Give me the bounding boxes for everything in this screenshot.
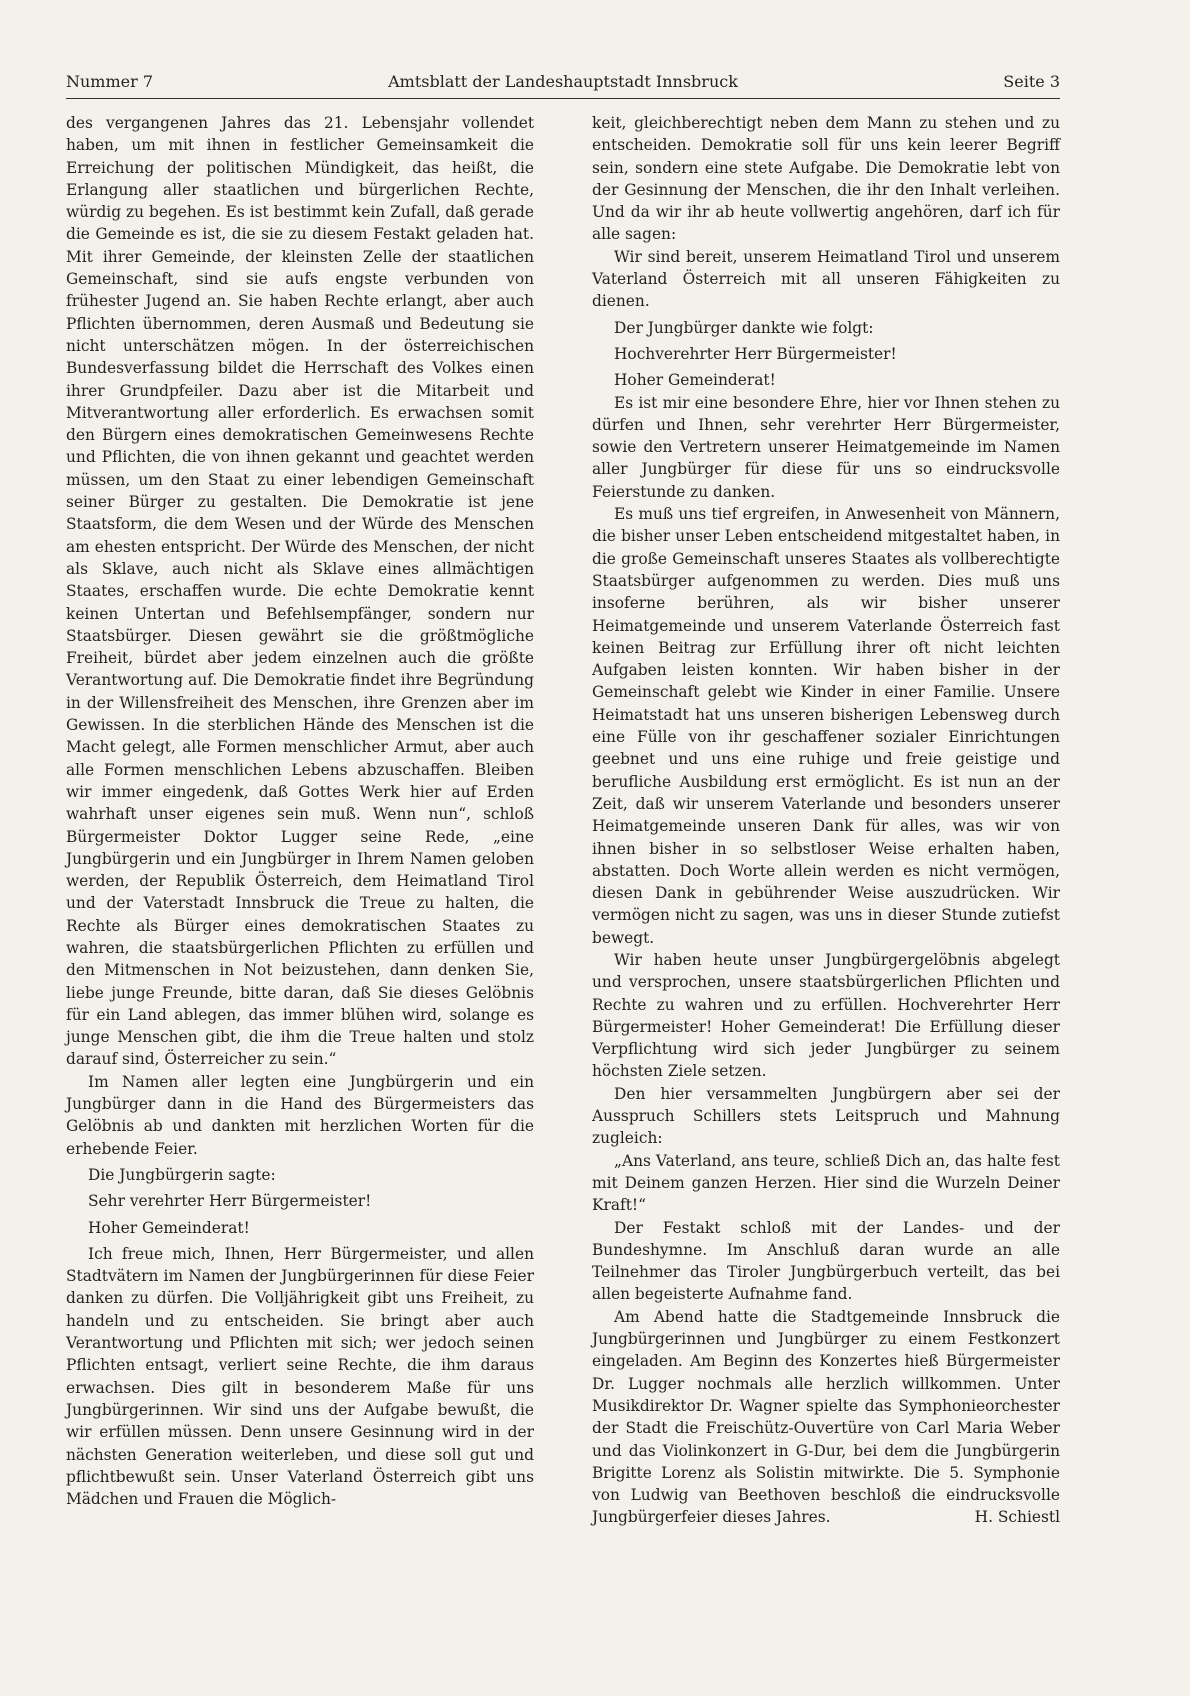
speaker-intro: Die Jungbürgerin sagte: (88, 1165, 276, 1184)
paragraph-text: Am Abend hatte die Stadtgemeinde Innsbruck die Jungbürgerinnen und Jungbürger zu einem Festkonzert eingeladen. Am Beginn des Konzertes hieß Bürgermeister Dr. Lugger nochmals alle herzlich willkommen. Unter Musikdirektor Dr. Wagner spielte das Symphonieorchester der Stadt die Freischütz-Ouvertüre von Carl Maria Weber und das Violinkonzert in G-Dur, bei dem die Jungbürgerin Brigitte Lorenz als Solistin mitwirkte. Die 5. Symphonie von Ludwig van Beethoven beschloß die eindrucksvolle Jungbürgerfeier dieses Jahres. (592, 1307, 1060, 1527)
paragraph: Wir haben heute unser Jungbürgergelöbnis abgelegt und versprochen, unsere staatsbürgerlichen Pflichten und Rechte zu wahren und zu erfüllen. Hochverehrter Herr Bürgermeister! Hoher Gemeinderat! Die Erfüllung dieser Verpflichtung wird sich jeder Jungbürger zu seinem höchsten Ziele setzen. (592, 950, 1060, 1081)
left-column (66, 112, 534, 1510)
author-signature: H. Schiestl (974, 1508, 1060, 1527)
salutation: Hoher Gemeinderat! (88, 1218, 250, 1237)
paragraph: Der Festakt schloß mit der Landes- und der Bundeshymne. Im Anschluß daran wurde an alle Teilnehmer das Tiroler Jungbürgerbuch verteilt, das bei allen begeisterte Aufnahme fand. (592, 1218, 1060, 1304)
quotation: „Ans Vaterland, ans teure, schließ Dich an, das halte fest mit Deinem ganzen Herzen. Hier sind die Wurzeln Deiner Kraft!“ (592, 1151, 1060, 1215)
header-divider (66, 98, 1060, 99)
page-number: Seite 3 (1003, 72, 1060, 91)
paragraph: des vergangenen Jahres das 21. Lebensjahr vollendet haben, um mit ihnen in festlicher Gemeinsamkeit die Erreichung der politischen Mündigkeit, das heißt, die Erlangung aller staatlichen und bürgerlichen Rechte, würdig zu begehen. Es ist bestimmt kein Zufall, daß gerade die Gemeinde es ist, die sie zu diesem Festakt geladen hat. Mit ihrer Gemeinde, der kleinsten Zelle der staatlichen Gemeinschaft, sind sie aufs engste verbunden von frühester Jugend an. Sie haben Rechte erlangt, aber auch Pflichten übernommen, deren Ausmaß und Bedeutung sie nicht unterschätzen mögen. In der österreichischen Bundesverfassung bildet die Herrschaft des Volkes einen ihrer Grundpfeiler. Dazu aber ist die Mitarbeit und Mitverantwortung aller erforderlich. Es erwachsen somit den Bürgern eines demokratischen Gemeinwesens Rechte und Pflichten, die von ihnen gekannt und geachtet werden müssen, um den Staat zu einer lebendigen Gemeinschaft seiner Bürger zu gestalten. Die Demokratie ist jene Staatsform, die dem Wesen und der Würde des Menschen am ehesten entspricht. Der Würde des Menschen, der nicht als Sklave, auch nicht als Sklave eines allmächtigen Staates, erschaffen wurde. Die echte Demokratie kennt keinen Untertan und Befehlsempfänger, sondern nur Staatsbürger. Diesen gewährt sie die größtmögliche Freiheit, bürdet aber jedem einzelnen auch die größte Verantwortung auf. Die Demokratie findet ihre Begründung in der Willensfreiheit des Menschen, ihre Grenzen aber im Gewissen. In die sterblichen Hände des Menschen ist die Macht gelegt, alle Formen menschlicher Armut, aber auch alle Formen menschlichen Lebens abzuschaffen. Bleiben wir immer eingedenk, daß Gottes Werk hier auf Erden wahrhaft unser eigenes sein muß. Wenn nun“, schloß Bürgermeister Doktor Lugger seine Rede, „eine Jungbürgerin und ein Jungbürger in Ihrem Namen geloben werden, der Republik Österreich, dem Heimatland Tirol und der Vaterstadt Innsbruck die Treue zu halten, die Rechte als Bürger eines demokratischen Staates zu wahren, die staatsbürgerlichen Pflichten zu erfüllen und den Mitmenschen in Not beizustehen, dann denken Sie, liebe junge Freunde, bitte daran, daß Sie dieses Gelöbnis für ein Land ablegen, das immer blühen wird, solange es junge Menschen gibt, die ihm die Treue halten und stolz darauf sind, Österreicher zu sein.“ (66, 114, 534, 1069)
paragraph: Im Namen aller legten eine Jungbürgerin und ein Jungbürger dann in die Hand des Bürgermeisters das Gelöbnis ab und dankten mit herzlichen Worten für die erhebende Feier. (66, 1072, 534, 1158)
publication-title: Amtsblatt der Landeshauptstadt Innsbruck (388, 72, 738, 91)
paragraph: Den hier versammelten Jungbürgern aber sei der Ausspruch Schillers stets Leitspruch und Mahnung zugleich: (592, 1084, 1060, 1148)
paragraph: Es muß uns tief ergreifen, in Anwesenheit von Männern, die bisher unser Leben entscheidend mitgestaltet haben, in die große Gemeinschaft unseres Staates als vollberechtigte Staatsbürger aufgenommen zu werden. Dies muß uns insoferne berühren, als wir bisher unserer Heimatgemeinde und unserem Vaterlande Österreich fast keinen Beitrag zur Erfüllung ihrer oft nicht leichten Aufgaben leisten konnten. Wir haben bisher in der Gemeinschaft gelebt wie Kinder in einer Familie. Unsere Heimatstadt hat uns unseren bisherigen Lebensweg durch eine Fülle von ihr geschaffener sozialer Einrichtungen geebnet und uns eine ruhige und freie geistige und berufliche Ausbildung erst ermöglicht. Es ist nun an der Zeit, daß wir unserem Vaterlande und besonders unserer Heimatgemeinde unseren Dank für alles, was wir von ihnen bisher in so selbstloser Weise erhalten haben, abstatten. Doch Worte allein werden es nicht vermögen, diesen Dank in gebührender Weise auszudrücken. Wir vermögen nicht zu sagen, was uns in dieser Stunde zutiefst bewegt. (592, 505, 1060, 947)
right-column (592, 112, 1060, 1529)
paragraph: keit, gleichberechtigt neben dem Mann zu stehen und zu entscheiden. Demokratie soll für uns kein leerer Begriff sein, sondern eine stete Aufgabe. Die Demokratie lebt von der Gesinnung der Menschen, die ihr den Inhalt verleihen. Und da wir ihr ab heute vollwertig angehören, darf ich für alle sagen: (592, 114, 1060, 244)
salutation: Sehr verehrter Herr Bürgermeister! (88, 1192, 372, 1211)
issue-number: Nummer 7 (66, 72, 154, 91)
paragraph: Wir sind bereit, unserem Heimatland Tirol und unserem Vaterland Österreich mit all unseren Fähigkeiten zu dienen. (592, 247, 1060, 311)
page-header (66, 66, 1060, 98)
paragraph: Ich freue mich, Ihnen, Herr Bürgermeister, und allen Stadtvätern im Namen der Jungbürgerinnen für diese Feier danken zu dürfen. Die Volljährigkeit gibt uns Freiheit, zu handeln und zu entscheiden. Sie bringt aber auch Verantwortung und Pflichten mit sich; wer jedoch seinen Pflichten entsagt, verliert seine Rechte, die ihm daraus erwachsen. Dies gilt in besonderem Maße für uns Jungbürgerinnen. Wir sind uns der Aufgabe bewußt, die wir erfüllen müssen. Denn unsere Gesinnung wird in der nächsten Generation weiterleben, und diese soll gut und pflichtbewußt sein. Unser Vaterland Österreich gibt uns Mädchen und Frauen die Möglich- (66, 1244, 534, 1509)
salutation: Hochverehrter Herr Bürgermeister! (614, 344, 897, 363)
salutation: Hoher Gemeinderat! (614, 371, 776, 390)
paragraph (592, 1306, 1060, 1529)
paragraph: Es ist mir eine besondere Ehre, hier vor Ihnen stehen zu dürfen und Ihnen, sehr verehrter Herr Bürgermeister, sowie den Vertretern unserer Heimatgemeinde im Namen aller Jungbürger für diese für uns so eindrucksvolle Feierstunde zu danken. (592, 393, 1060, 501)
speaker-intro: Der Jungbürger dankte wie folgt: (614, 318, 874, 337)
